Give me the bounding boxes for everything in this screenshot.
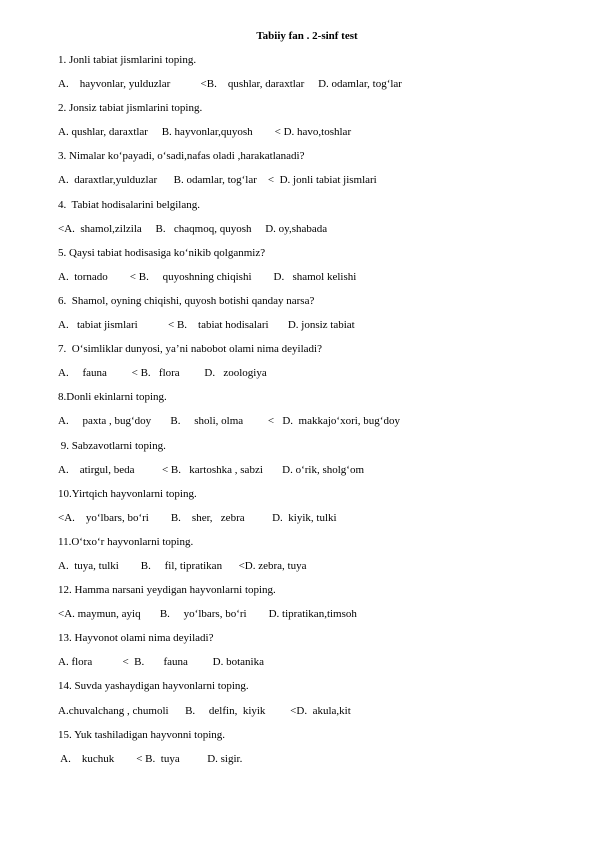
question-text: 13. Hayvonot olami nima deyiladi? xyxy=(58,632,214,645)
answer-options: A. qushlar, daraxtlar B. hayvonlar,quyosh < D. havo,toshlar xyxy=(58,126,352,139)
answer-options: A. tornado < B. quyoshning chiqishi D. shamol kelishi xyxy=(58,270,357,283)
answer-options: A. paxta , bug‘doy B. sholi, olma < D. makkajo‘xori, bug‘doy xyxy=(58,415,400,428)
question-text: 4. Tabiat hodisalarini belgilang. xyxy=(58,198,200,211)
question-text: 8.Donli ekinlarni toping. xyxy=(58,391,167,404)
question-text: 15. Yuk tashiladigan hayvonni toping. xyxy=(58,728,226,741)
question-text: 5. Qaysi tabiat hodisasiga ko‘nikib qolganmiz? xyxy=(58,246,266,259)
answer-options: A. flora < B. fauna D. botanika xyxy=(58,656,264,669)
question-list xyxy=(58,53,578,776)
answer-options: A. hayvonlar, yulduzlar <B. qushlar, daraxtlar D. odamlar, tog‘lar xyxy=(58,78,402,91)
question-text: 12. Hamma narsani yeydigan hayvonlarni toping. xyxy=(58,584,276,597)
answer-options: A. daraxtlar,yulduzlar B. odamlar, tog‘lar < D. jonli tabiat jismlari xyxy=(58,174,377,187)
question-text: 10.Yirtqich hayvonlarni toping. xyxy=(58,487,197,500)
question-text: 1. Jonli tabiat jismlarini toping. xyxy=(58,54,197,66)
answer-options: <A. maymun, ayiq B. yo‘lbars, bo‘ri D. tipratikan,timsoh xyxy=(58,608,357,621)
question-text: 6. Shamol, oyning chiqishi, quyosh botishi qanday narsa? xyxy=(58,294,315,307)
question-text: 7. O‘simliklar dunyosi, ya’ni nabobot olami nima deyiladi? xyxy=(58,343,322,356)
question-text: 14. Suvda yashaydigan hayvonlarni toping. xyxy=(58,680,249,693)
question-text: 9. Sabzavotlarni toping. xyxy=(58,439,166,452)
answer-options: A. kuchuk < B. tuya D. sigir. xyxy=(58,752,243,765)
answer-options: A.chuvalchang , chumoli B. delfin, kiyik <D. akula,kit xyxy=(58,704,351,717)
document-title: Tabiiy fan . 2-sinf test xyxy=(256,30,358,42)
question-text: 11.O‘txo‘r hayvonlarni toping. xyxy=(58,535,194,548)
question-text: 2. Jonsiz tabiat jismlarini toping. xyxy=(58,102,203,115)
question-text: 3. Nimalar ko‘payadi, o‘sadi,nafas oladi ,harakatlanadi? xyxy=(58,150,305,163)
answer-options: <A. shamol,zilzila B. chaqmoq, quyosh D. oy,shabada xyxy=(58,222,328,235)
answer-options: A. tuya, tulki B. fil, tipratikan <D. zebra, tuya xyxy=(58,559,307,572)
answer-options: <A. yo‘lbars, bo‘ri B. sher, zebra D. kiyik, tulki xyxy=(58,511,337,524)
answer-options: A. atirgul, beda < B. kartoshka , sabzi D. o‘rik, sholg‘om xyxy=(58,463,365,476)
answer-options: A. fauna < B. flora D. zoologiya xyxy=(58,367,267,380)
answer-options: A. tabiat jismlari < B. tabiat hodisalari D. jonsiz tabiat xyxy=(58,319,355,332)
